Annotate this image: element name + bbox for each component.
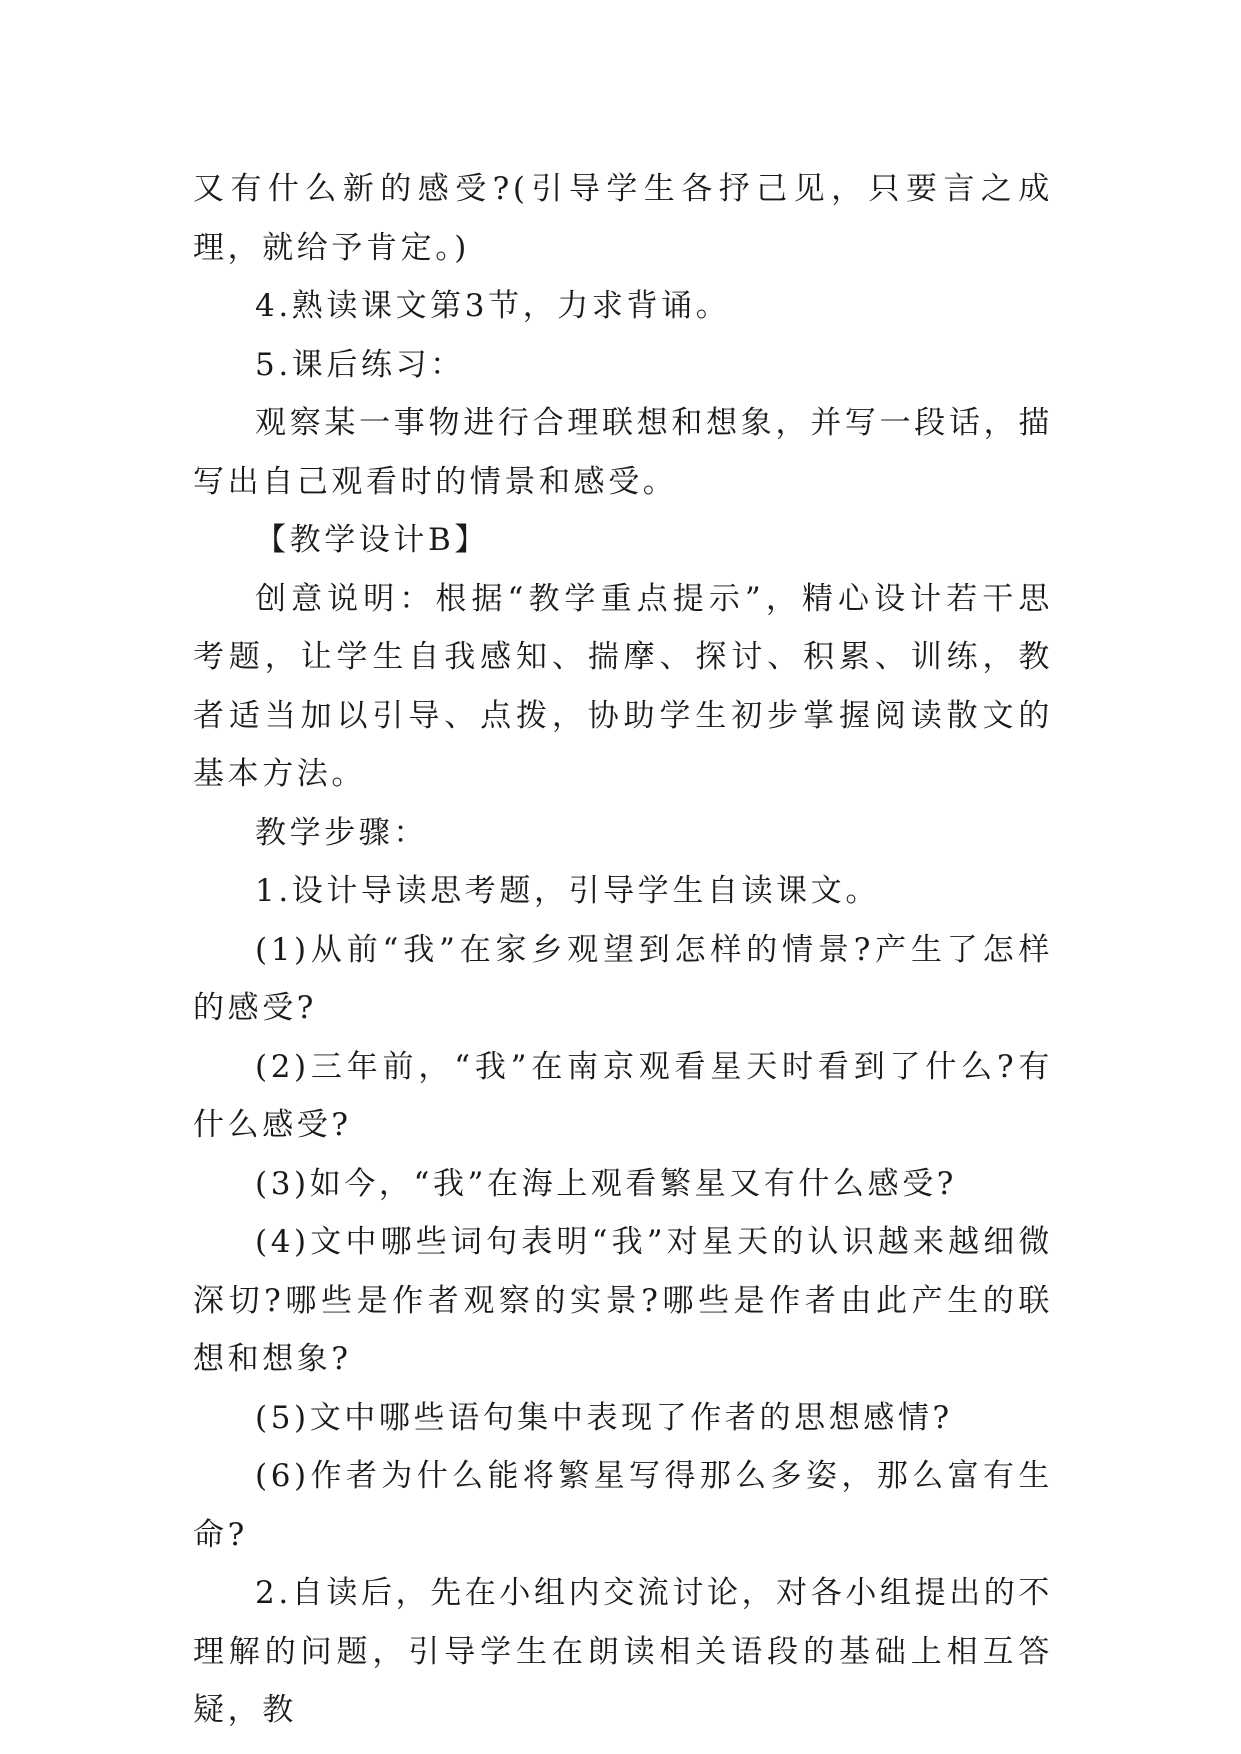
document-body — [193, 160, 1053, 1740]
paragraph-step-5: 5.课后练习： — [255, 346, 465, 383]
question-2: (2)三年前，“我”在南京观看星天时看到了什么?有什么感受? — [193, 1048, 1053, 1143]
question-6: (6)作者为什么能将繁星写得那么多姿，那么富有生命? — [193, 1458, 1053, 1553]
paragraph-exercise: 观察某一事物进行合理联想和想象，并写一段话，描写出自己观看时的情景和感受。 — [193, 405, 1053, 500]
question-4: (4)文中哪些词句表明“我”对星天的认识越来越细微深切?哪些是作者观察的实景?哪些是作者由此产生的联想和想象? — [193, 1224, 1053, 1377]
section-heading-design-b: 【教学设计B】 — [255, 522, 489, 558]
paragraph-step-2: 2.自读后，先在小组内交流讨论，对各小组提出的不理解的问题，引导学生在朗读相关语段的基础上相互答疑，教 — [193, 1575, 1053, 1728]
paragraph-continuation: 又有什么新的感受?(引导学生各抒己见，只要言之成理，就给予肯定。) — [193, 171, 1053, 266]
paragraph-step-4: 4.熟读课文第3节，力求背诵。 — [255, 288, 731, 324]
paragraph-steps-label: 教学步骤： — [255, 814, 428, 851]
question-1: (1)从前“我”在家乡观望到怎样的情景?产生了怎样的感受? — [193, 931, 1053, 1026]
paragraph-step-1: 1.设计导读思考题，引导学生自读课文。 — [255, 873, 880, 909]
question-3: (3)如今，“我”在海上观看繁星又有什么感受? — [255, 1165, 958, 1202]
question-5: (5)文中哪些语句集中表现了作者的思想感情? — [255, 1399, 953, 1436]
paragraph-creative-note: 创意说明：根据“教学重点提示”，精心设计若干思考题，让学生自我感知、揣摩、探讨、积累、训练，教者适当加以引导、点拨，协助学生初步掌握阅读散文的基本方法。 — [193, 580, 1053, 792]
